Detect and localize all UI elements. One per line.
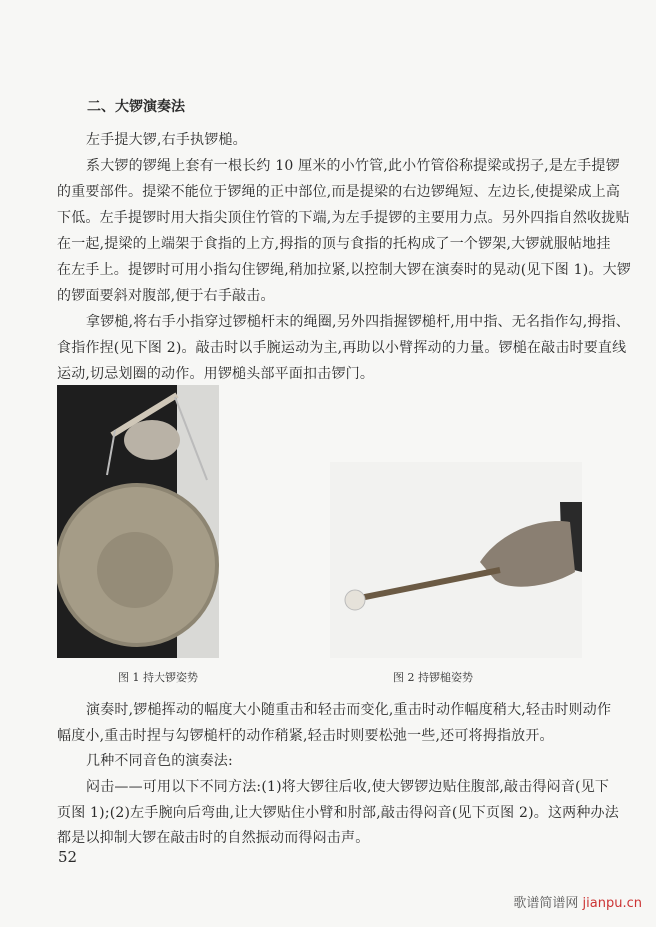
page-number: 52 (58, 848, 78, 866)
section-heading: 二、大锣演奏法 (87, 99, 185, 115)
figure-1-gong-photo (57, 385, 219, 658)
figure-2-mallet-photo (330, 462, 582, 658)
paragraph-line: 页图 1);(2)左手腕向后弯曲,让大锣贴住小臂和肘部,敲击得闷音(见下页图 2)。这两种办法 (57, 805, 619, 821)
watermark-url: jianpu.cn (582, 896, 642, 911)
paragraph-line: 下低。左手提锣时用大指尖顶住竹管的下端,为左手提锣的主要用力点。另外四指自然收拢贴 (57, 210, 630, 226)
paragraph-line: 食指作捏(见下图 2)。敲击时以手腕运动为主,再助以小臂挥动的力量。锣槌在敲击时要直线 (57, 340, 627, 356)
paragraph-line: 演奏时,锣槌挥动的幅度大小随重击和轻击而变化,重击时动作幅度稍大,轻击时则动作 (86, 702, 612, 718)
paragraph-line: 在左手上。提锣时可用小指勾住锣绳,稍加拉紧,以控制大锣在演奏时的晃动(见下图 1)。大锣 (57, 262, 631, 278)
paragraph-line: 闷击——可用以下不同方法:(1)将大锣往后收,使大锣锣边贴住腹部,敲击得闷音(见下 (86, 779, 610, 795)
paragraph-line: 都是以抑制大锣在敲击时的自然振动而得闷击声。 (57, 830, 370, 846)
paragraph-line: 的重要部件。提梁不能位于锣绳的正中部位,而是提梁的右边锣绳短、左边长,使提梁成上高 (57, 184, 621, 200)
figure-2-caption: 图 2 持锣槌姿势 (393, 671, 473, 684)
figure-1-caption: 图 1 持大锣姿势 (118, 671, 198, 684)
paragraph-line: 几种不同音色的演奏法: (86, 753, 233, 769)
watermark-site-name: 歌谱简谱网 (513, 896, 579, 911)
paragraph-line: 幅度小,重击时捏与勾锣槌杆的动作稍紧,轻击时则要松弛一些,还可将拇指放开。 (57, 728, 554, 744)
paragraph-line: 运动,切忌划圈的动作。用锣槌头部平面扣击锣门。 (57, 366, 375, 382)
watermark (513, 892, 642, 911)
paragraph-line: 的锣面要斜对腹部,便于右手敲击。 (57, 288, 275, 304)
paragraph-line: 拿锣槌,将右手小指穿过锣槌杆末的绳圈,另外四指握锣槌杆,用中指、无名指作勾,拇指、 (86, 314, 630, 330)
paragraph-line: 系大锣的锣绳上套有一根长约 10 厘米的小竹管,此小竹管俗称提梁或拐子,是左手提锣 (86, 158, 620, 174)
paragraph-line: 左手提大锣,右手执锣槌。 (86, 132, 247, 148)
paragraph-line: 在一起,提梁的上端架于食指的上方,拇指的顶与食指的托构成了一个锣架,大锣就服帖地挂 (57, 236, 611, 252)
